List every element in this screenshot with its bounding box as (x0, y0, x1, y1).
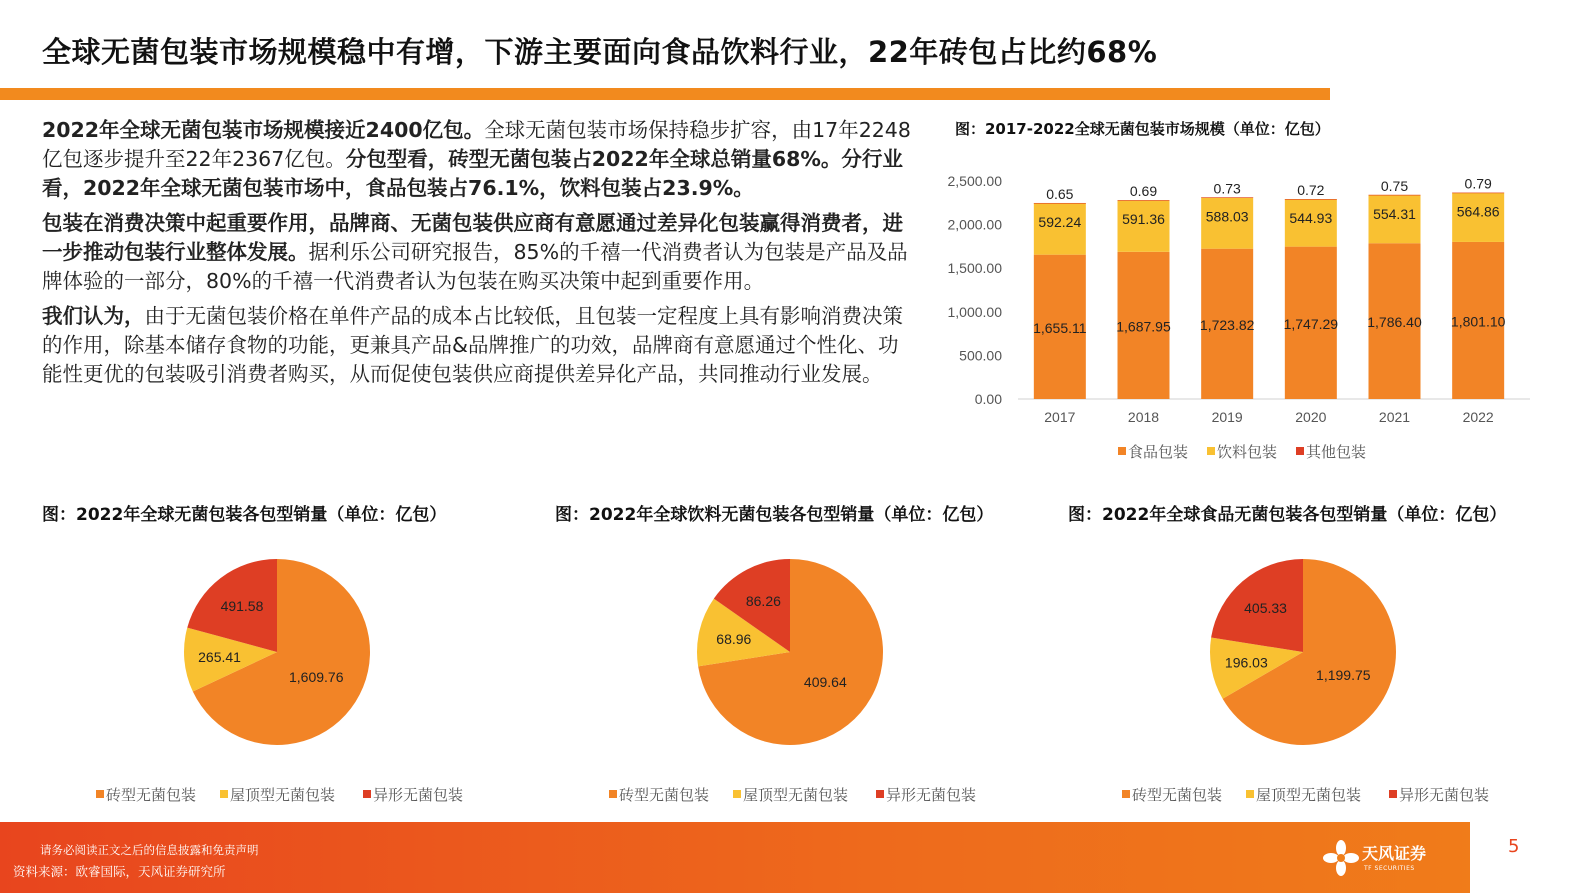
legend-swatch (876, 790, 884, 798)
paragraph-2 (42, 209, 914, 296)
p2-normal: 据利乐公司研究报告，85%的千禧一代消费者认为包装是产品及品牌体验的一部分，80%的千禧一代消费者认为包装在购买决策中起到重要作用。 (42, 240, 908, 293)
title-underline (0, 88, 1330, 100)
p1-normal: 全球无菌包装市场保持稳步扩容，由17年2248亿包逐步提升至22年2367亿包。 (42, 118, 911, 171)
company-logo (1322, 835, 1462, 885)
pie-chart-2 (593, 545, 1013, 815)
legend-label: 屋顶型无菌包装 (1256, 787, 1362, 804)
legend-swatch (96, 790, 104, 798)
paragraph-1 (42, 116, 914, 203)
disclaimer: 请务必阅读正文之后的信息披露和免责声明 (40, 843, 259, 857)
logo-text-en: TF SECURITIES (1364, 865, 1415, 872)
bar-segment-2 (1452, 193, 1504, 194)
bar-segment-2 (1118, 200, 1170, 201)
page-number: 5 (1508, 836, 1520, 857)
footer (0, 822, 1587, 893)
pie-data-label: 265.41 (198, 648, 241, 665)
pie-data-label: 491.58 (220, 598, 264, 615)
legend-swatch (1207, 447, 1215, 455)
data-label-beverage: 544.93 (1289, 210, 1333, 227)
p1-bold: 2022年全球无菌包装市场规模接近2400亿包。 (42, 118, 485, 142)
pie-data-label: 1,199.75 (1316, 667, 1371, 684)
flower-icon (1322, 839, 1360, 877)
data-label-other: 0.72 (1297, 182, 1325, 199)
x-tick-label: 2022 (1462, 409, 1494, 425)
pie-data-label: 405.33 (1244, 600, 1287, 617)
x-tick-label: 2019 (1211, 409, 1243, 425)
data-label-beverage: 564.86 (1456, 203, 1500, 220)
legend-label: 其他包装 (1306, 444, 1367, 461)
pie-chart-1-title: 图：2022年全球无菌包装各包型销量（单位：亿包） (42, 505, 447, 525)
data-label-food: 1,747.29 (1283, 315, 1339, 332)
bar-chart (930, 160, 1530, 470)
legend-label: 异形无菌包装 (886, 787, 977, 804)
y-tick-label: 500.00 (959, 347, 1002, 364)
page-number-box (1470, 822, 1587, 893)
data-label-other: 0.73 (1213, 180, 1241, 197)
legend-swatch (1246, 790, 1254, 798)
legend-swatch (363, 790, 371, 798)
x-tick-label: 2018 (1127, 409, 1160, 425)
legend-label: 异形无菌包装 (373, 787, 464, 804)
legend-swatch (1296, 447, 1304, 455)
y-tick-label: 2,000.00 (947, 216, 1002, 233)
data-label-food: 1,687.95 (1116, 318, 1171, 335)
data-label-food: 1,786.40 (1367, 314, 1422, 331)
p3-normal: 由于无菌包装价格在单件产品的成本占比较低，且包装一定程度上具有影响消费决策的作用，除基本储存食物的功能，更兼具产品&品牌推广的功效，品牌商有意愿通过个性化、功能性更优的包装吸引消费者购买，从而促使包装供应商提供差异化产品，共同推动行业发展。 (42, 304, 903, 386)
pie-chart-1 (80, 545, 500, 815)
bar-chart-title: 图：2017-2022全球无菌包装市场规模（单位：亿包） (955, 120, 1330, 138)
pie-data-label: 68.96 (716, 630, 752, 647)
data-label-other: 0.75 (1380, 177, 1409, 194)
legend-label: 砖型无菌包装 (619, 787, 710, 804)
legend-label: 屋顶型无菌包装 (230, 787, 336, 804)
bar-segment-2 (1034, 203, 1086, 204)
legend-label: 异形无菌包装 (1399, 787, 1490, 804)
y-tick-label: 1,500.00 (947, 260, 1002, 277)
legend-label: 砖型无菌包装 (106, 787, 197, 804)
legend-swatch (609, 790, 617, 798)
pie-data-label: 196.03 (1224, 654, 1268, 671)
y-tick-label: 0.00 (974, 391, 1002, 407)
legend-label: 食品包装 (1128, 444, 1189, 461)
pie-data-label: 1,609.76 (288, 668, 344, 685)
legend-swatch (1118, 447, 1126, 455)
pie-chart-3-title: 图：2022年全球食品无菌包装各包型销量（单位：亿包） (1068, 505, 1507, 525)
data-label-beverage: 588.03 (1205, 208, 1249, 225)
body-text (42, 116, 914, 395)
bar-segment-2 (1285, 199, 1337, 200)
bar-segment-2 (1369, 195, 1421, 196)
logo-text-cn: 天风证券 (1362, 844, 1427, 863)
paragraph-3 (42, 302, 914, 389)
x-tick-label: 2017 (1044, 409, 1076, 425)
legend-label: 饮料包装 (1217, 444, 1278, 461)
x-tick-label: 2020 (1295, 409, 1327, 425)
data-label-other: 0.65 (1046, 186, 1074, 203)
pie-chart-2-title: 图：2022年全球饮料无菌包装各包型销量（单位：亿包） (555, 505, 994, 525)
legend-swatch (220, 790, 228, 798)
p3-bold: 我们认为， (42, 304, 145, 328)
p1-bold2: 分包型看，砖型无菌包装占2022年全球总销量68%。分行业看，2022年全球无菌包装市场中，食品包装占76.1%，饮料包装占23.9%。 (42, 147, 903, 200)
data-label-beverage: 554.31 (1373, 205, 1416, 222)
data-label-food: 1,723.82 (1199, 316, 1255, 333)
data-label-food: 1,655.11 (1033, 319, 1087, 336)
data-label-beverage: 592.24 (1038, 214, 1082, 231)
legend-swatch (1389, 790, 1397, 798)
data-label-beverage: 591.36 (1122, 211, 1165, 228)
legend-label: 砖型无菌包装 (1132, 787, 1223, 804)
y-tick-label: 1,000.00 (947, 303, 1002, 320)
legend-swatch (733, 790, 741, 798)
pie-chart-3 (1106, 545, 1526, 815)
x-tick-label: 2021 (1378, 409, 1411, 425)
legend-swatch (1122, 790, 1130, 798)
pie-data-label: 409.64 (803, 674, 847, 691)
data-label-other: 0.69 (1129, 183, 1158, 200)
p2-bold: 包装在消费决策中起重要作用，品牌商、无菌包装供应商有意愿通过差异化包装赢得消费者，进一步推动包装行业整体发展。 (42, 211, 903, 264)
data-label-other: 0.79 (1464, 175, 1492, 192)
y-tick-label: 2,500.00 (947, 173, 1002, 189)
pie-data-label: 86.26 (745, 592, 781, 609)
page-title: 全球无菌包装市场规模稳中有增，下游主要面向食品饮料行业，22年砖包占比约68% (42, 35, 1158, 69)
legend-label: 屋顶型无菌包装 (743, 787, 849, 804)
bar-segment-2 (1201, 197, 1253, 198)
data-label-food: 1,801.10 (1450, 313, 1506, 330)
source-note: 资料来源：欧睿国际，天风证券研究所 (13, 864, 226, 879)
